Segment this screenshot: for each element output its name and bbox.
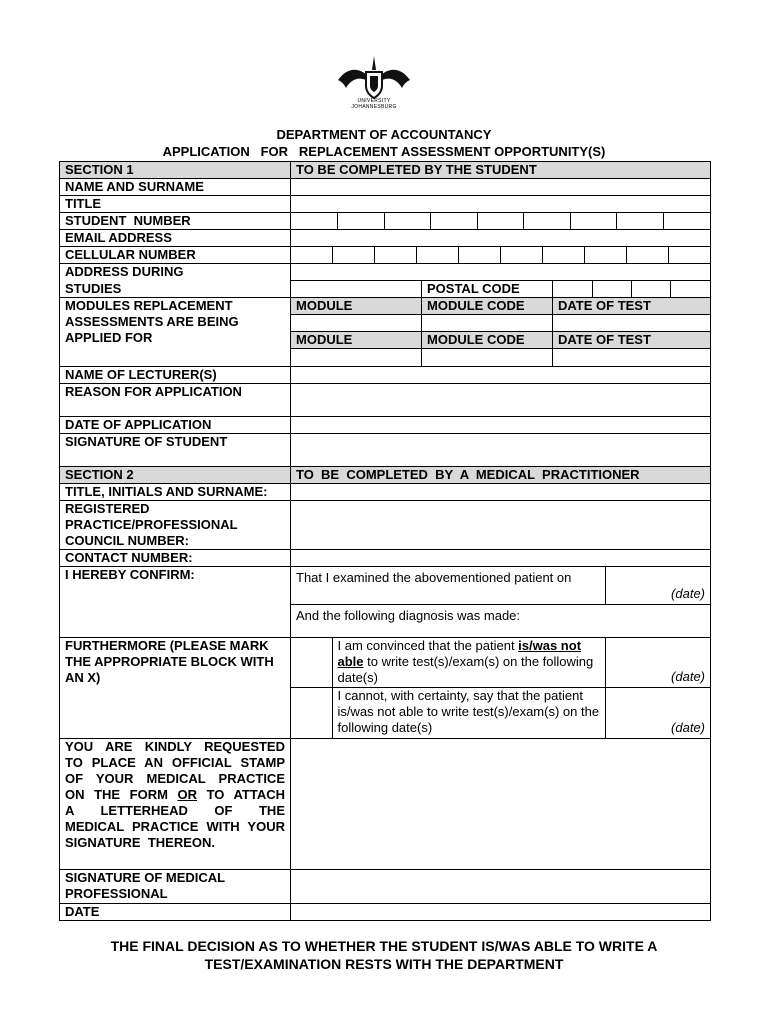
date-of-test-header-2: DATE OF TEST — [553, 332, 711, 349]
module-header-2: MODULE — [291, 332, 422, 349]
signature-medical-label: SIGNATURE OF MEDICAL PROFESSIONAL — [60, 870, 291, 904]
digit-box[interactable] — [477, 213, 524, 229]
date-of-test-field-2[interactable] — [553, 349, 711, 367]
email-label: EMAIL ADDRESS — [60, 230, 291, 247]
digit-box[interactable] — [338, 213, 385, 229]
cannot-checkbox[interactable] — [291, 688, 332, 738]
furthermore-label: FURTHERMORE (PLEASE MARK THE APPROPRIATE BLOCK WITH AN X) — [60, 638, 291, 739]
module-code-field-1[interactable] — [422, 315, 553, 332]
title-field[interactable] — [291, 196, 711, 213]
digit-box[interactable] — [333, 247, 375, 263]
digit-box[interactable] — [671, 281, 710, 297]
section1-title: TO BE COMPLETED BY THE STUDENT — [291, 162, 711, 179]
digit-box[interactable] — [375, 247, 417, 263]
address-field-2[interactable] — [291, 281, 422, 298]
examined-text: That I examined the abovementioned patient on — [291, 567, 606, 605]
date-field[interactable] — [291, 904, 711, 921]
date-application-label: DATE OF APPLICATION — [60, 417, 291, 434]
title-initials-label: TITLE, INITIALS AND SURNAME: — [60, 484, 291, 501]
digit-box[interactable] — [459, 247, 501, 263]
logo-text: UNIVERSITY JOHANNESBURG — [351, 98, 397, 110]
signature-student-field[interactable] — [291, 434, 711, 467]
address-field[interactable] — [291, 264, 711, 281]
digit-box[interactable] — [570, 213, 617, 229]
reason-label: REASON FOR APPLICATION — [60, 384, 291, 417]
reason-field[interactable] — [291, 384, 711, 417]
digit-box[interactable] — [617, 213, 664, 229]
email-field[interactable] — [291, 230, 711, 247]
stamp-field[interactable] — [291, 739, 711, 870]
student-number-label: STUDENT NUMBER — [60, 213, 291, 230]
registered-field[interactable] — [291, 501, 711, 550]
date-of-test-field-1[interactable] — [553, 315, 711, 332]
digit-box[interactable] — [663, 213, 710, 229]
convinced-checkbox[interactable] — [291, 638, 332, 687]
digit-box[interactable] — [584, 247, 626, 263]
date-note: (date) — [671, 720, 706, 735]
digit-box[interactable] — [291, 213, 338, 229]
cannot-text: I cannot, with certainty, say that the patient is/was not able to write test(s)/exam(s) on the following date(s) — [337, 688, 600, 735]
contact-label: CONTACT NUMBER: — [60, 550, 291, 567]
digit-box[interactable] — [417, 247, 459, 263]
stamp-label: YOU ARE KINDLY REQUESTED TO PLACE AN OFFICIAL STAMP OF YOUR MEDICAL PRACTICE ON THE FORM OR TO ATTACH A LETTERHEAD OF THE MEDICAL PRACTICE WITH YOUR SIGNATURE THEREON. — [60, 739, 291, 870]
final-note-line2: TEST/EXAMINATION RESTS WITH THE DEPARTMENT — [204, 956, 564, 972]
date-of-test-header-1: DATE OF TEST — [553, 298, 711, 315]
diagnosis-text: And the following diagnosis was made: — [291, 605, 711, 638]
confirm-label: I HEREBY CONFIRM: — [60, 567, 291, 638]
module-code-field-2[interactable] — [422, 349, 553, 367]
module-header-1: MODULE — [291, 298, 422, 315]
lecturers-field[interactable] — [291, 367, 711, 384]
module-field-1[interactable] — [291, 315, 422, 332]
date-label: DATE — [60, 904, 291, 921]
postal-code-boxes — [553, 281, 711, 298]
signature-student-label: SIGNATURE OF STUDENT — [60, 434, 291, 467]
modules-label: MODULES REPLACEMENT ASSESSMENTS ARE BEING APPLIED FOR — [60, 298, 291, 367]
registered-label: REGISTERED PRACTICE/PROFESSIONAL COUNCIL NUMBER: — [60, 501, 291, 550]
final-note-line1: THE FINAL DECISION AS TO WHETHER THE STUDENT IS/WAS ABLE TO WRITE A — [110, 938, 658, 954]
date-application-field[interactable] — [291, 417, 711, 434]
address-label-line1: ADDRESS DURING — [60, 264, 291, 281]
cell-label: CELLULAR NUMBER — [60, 247, 291, 264]
application-form — [59, 161, 711, 921]
module-field-2[interactable] — [291, 349, 422, 367]
digit-box[interactable] — [500, 247, 542, 263]
digit-box[interactable] — [553, 281, 592, 297]
digit-box[interactable] — [668, 247, 710, 263]
convinced-row — [291, 638, 606, 688]
module-code-header-2: MODULE CODE — [422, 332, 553, 349]
address-label-line2: STUDIES — [60, 281, 291, 298]
digit-box[interactable] — [431, 213, 478, 229]
digit-box[interactable] — [524, 213, 571, 229]
digit-box[interactable] — [542, 247, 584, 263]
student-number-boxes — [291, 213, 711, 230]
application-heading: APPLICATION FOR REPLACEMENT ASSESSMENT OPPORTUNITY(S) — [162, 144, 606, 159]
examined-date-field[interactable] — [606, 567, 711, 605]
contact-field[interactable] — [291, 550, 711, 567]
date-note: (date) — [671, 669, 706, 684]
cannot-date-field[interactable] — [606, 688, 711, 739]
postal-code-label: POSTAL CODE — [422, 281, 553, 298]
signature-medical-field[interactable] — [291, 870, 711, 904]
lecturers-label: NAME OF LECTURER(S) — [60, 367, 291, 384]
digit-box[interactable] — [592, 281, 631, 297]
section2-title: TO BE COMPLETED BY A MEDICAL PRACTITIONER — [291, 467, 711, 484]
digit-box[interactable] — [291, 247, 333, 263]
cannot-row — [291, 688, 606, 739]
title-initials-field[interactable] — [291, 484, 711, 501]
convinced-text: I am convinced that the patient is/was not able to write test(s)/exam(s) on the following date(s) — [337, 638, 594, 685]
digit-box[interactable] — [632, 281, 671, 297]
department-heading: DEPARTMENT OF ACCOUNTANCY — [276, 127, 492, 142]
date-note: (date) — [671, 586, 706, 601]
digit-box[interactable] — [626, 247, 668, 263]
name-surname-field[interactable] — [291, 179, 711, 196]
cell-number-boxes — [291, 247, 711, 264]
convinced-date-field[interactable] — [606, 638, 711, 688]
section2-label: SECTION 2 — [60, 467, 291, 484]
digit-box[interactable] — [384, 213, 431, 229]
section1-label: SECTION 1 — [60, 162, 291, 179]
title-label: TITLE — [60, 196, 291, 213]
module-code-header-1: MODULE CODE — [422, 298, 553, 315]
name-surname-label: NAME AND SURNAME — [60, 179, 291, 196]
